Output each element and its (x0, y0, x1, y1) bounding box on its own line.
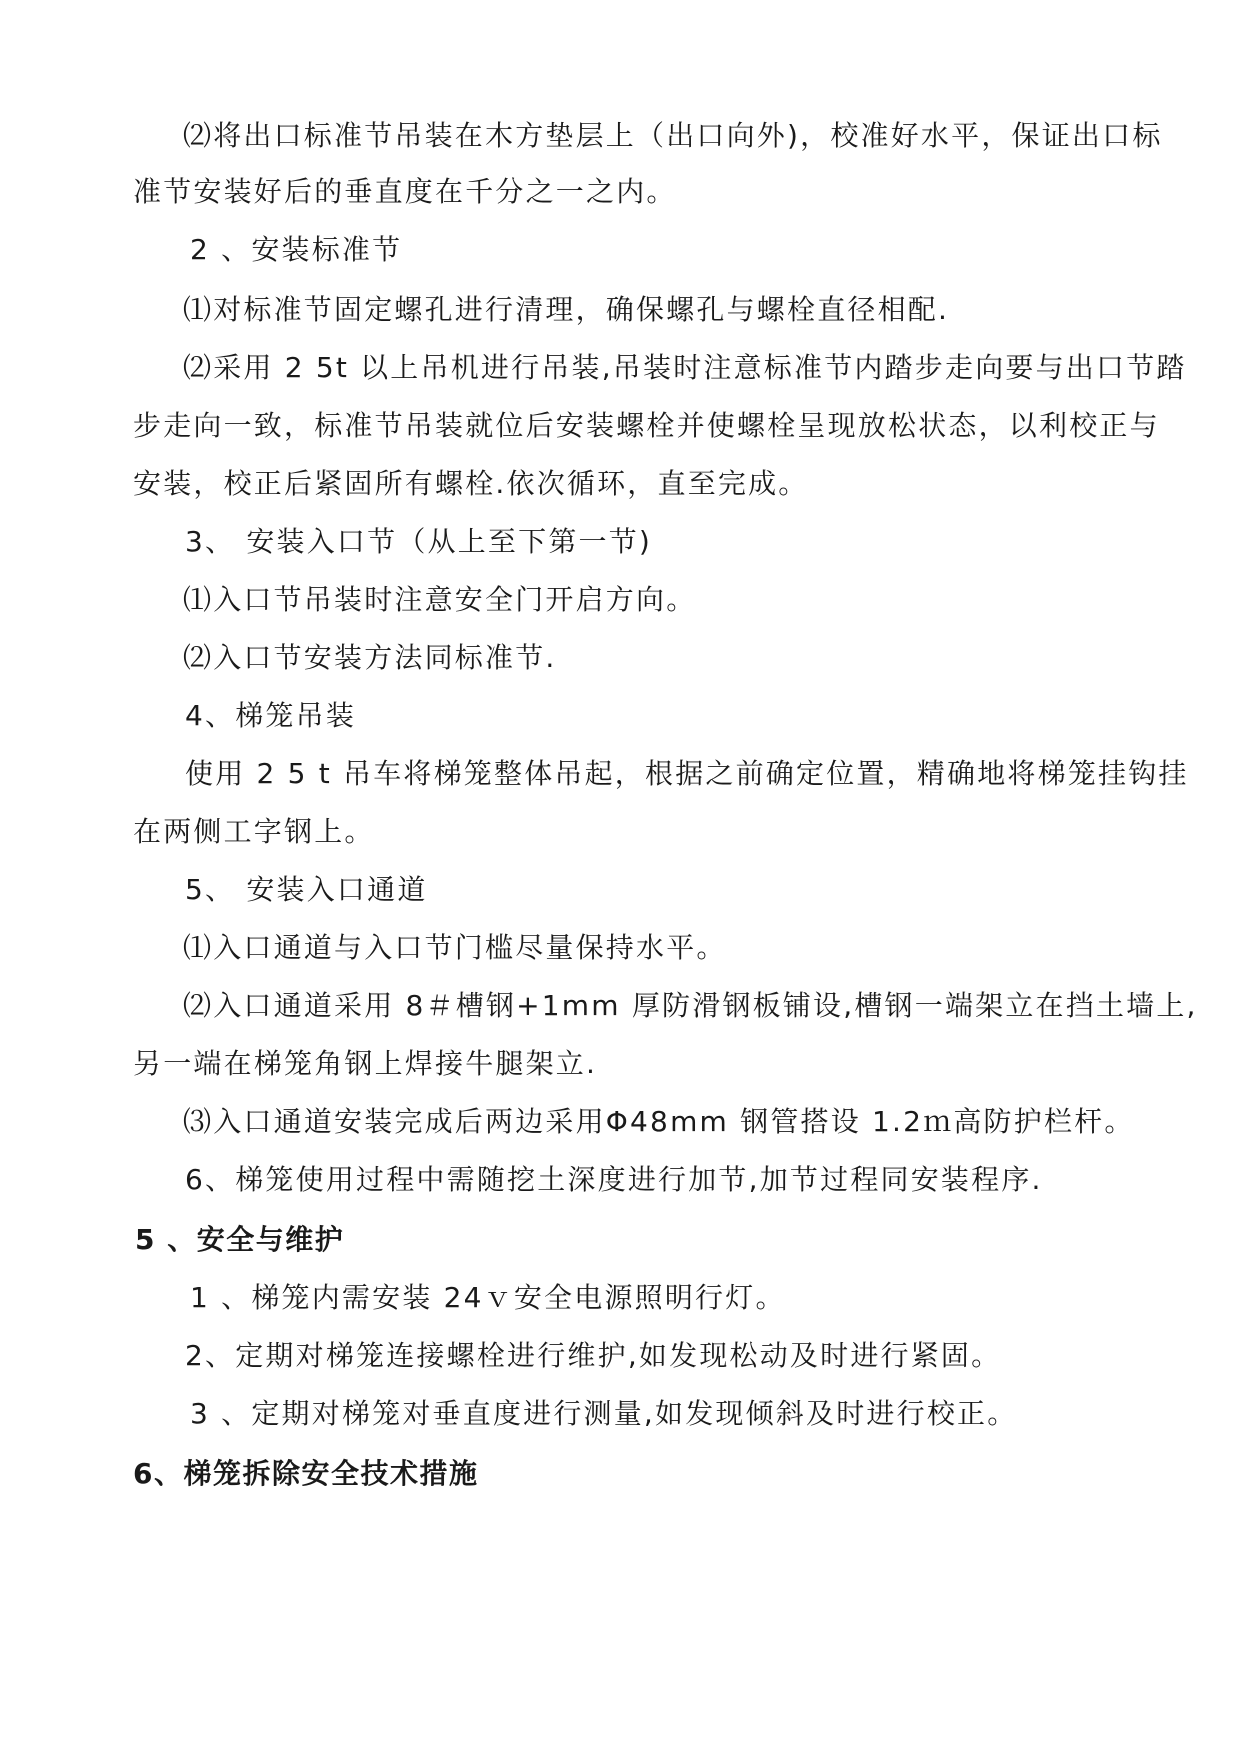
section-heading-6: 6、梯笼拆除安全技术措施 (133, 1457, 479, 1490)
text-line-2: 准节安装好后的垂直度在千分之一之内。 (133, 175, 677, 208)
text-line-16: ⑵入口通道采用 8＃槽钢+1mm 厚防滑钢板铺设,槽钢一端架立在挡土墙上, (183, 989, 1198, 1022)
text-line-13: 在两侧工字钢上。 (133, 815, 375, 848)
text-line-15: ⑴入口通道与入口节门槛尽量保持水平。 (183, 931, 727, 964)
text-line-14: 5、 安装入口通道 (185, 873, 428, 906)
section-heading-5: 5 、安全与维护 (135, 1223, 345, 1256)
text-line-23: 3 、定期对梯笼对垂直度进行测量,如发现倾斜及时进行校正。 (190, 1397, 1018, 1430)
text-line-9: ⑴入口节吊装时注意安全门开启方向。 (183, 583, 697, 616)
text-line-7: 安装，校正后紧固所有螺栓.依次循环，直至完成。 (133, 467, 809, 500)
text-line-4: ⑴对标准节固定螺孔进行清理，确保螺孔与螺栓直径相配. (183, 293, 950, 326)
text-line-18: ⑶入口通道安装完成后两边采用Φ48mm 钢管搭设 1.2ｍ高防护栏杆。 (183, 1105, 1135, 1138)
text-line-11: 4、梯笼吊装 (185, 699, 357, 732)
text-line-3: 2 、安装标准节 (190, 233, 403, 266)
text-line-10: ⑵入口节安装方法同标准节. (183, 641, 557, 674)
text-line-21: 1 、梯笼内需安装 24ｖ安全电源照明行灯。 (190, 1281, 786, 1314)
text-line-6: 步走向一致，标准节吊装就位后安装螺栓并使螺栓呈现放松状态，以利校正与 (133, 409, 1160, 442)
text-line-19: 6、梯笼使用过程中需随挖土深度进行加节,加节过程同安装程序. (185, 1163, 1043, 1196)
text-line-22: 2、定期对梯笼连接螺栓进行维护,如发现松动及时进行紧固。 (185, 1339, 1002, 1372)
text-line-17: 另一端在梯笼角钢上焊接牛腿架立. (133, 1047, 598, 1080)
text-line-12: 使用 2 5 t 吊车将梯笼整体吊起，根据之前确定位置，精确地将梯笼挂钩挂 (185, 757, 1189, 790)
text-line-1: ⑵将出口标准节吊装在木方垫层上（出口向外)，校准好水平，保证出口标 (183, 119, 1163, 152)
text-line-5: ⑵采用 2 5t 以上吊机进行吊装,吊装时注意标准节内踏步走向要与出口节踏 (183, 351, 1187, 384)
text-line-8: 3、 安装入口节（从上至下第一节) (185, 525, 653, 558)
